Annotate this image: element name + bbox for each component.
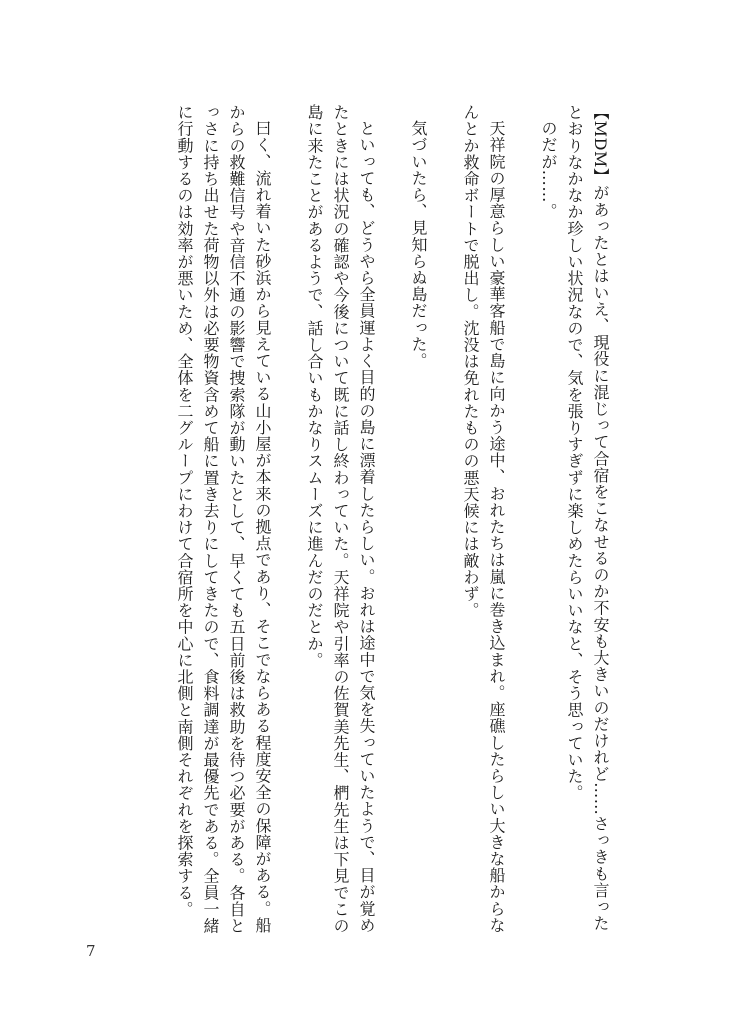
paragraph-2: のだが……。: [539, 120, 558, 220]
vertical-text-body: [93, 104, 613, 944]
paragraph-4: 気づいたら、見知らぬ島だった。: [409, 120, 428, 369]
paragraph-spacer: [275, 104, 301, 944]
paragraph-spacer: [431, 104, 457, 944]
paragraph-spacer: [509, 104, 535, 944]
paragraph-6: 曰く、流れ着いた砂浜から見えている山小屋が本来の拠点であり、そこでならある程度安全の保障がある。船からの救難信号や音信不通の影響で捜索隊が動いたとして、早くても五日前後は救助を待つ必要がある。各自とっさに持ち出せた荷物以外は必要物資含めて船に置き去りにしてきたので、食料調達が最優先である。全員一緒に行動するのは効率が悪いため、全体を二グループにわけて合宿所を中心に北側と南側それぞれを探索する。: [175, 104, 272, 934]
paragraph-3: 天祥院の厚意らしい豪華客船で島に向かう途中、おれたちは嵐に巻き込まれ。座礁したらしい大きな船からなんとか救命ボートで脱出し。沈没は免れたものの悪天候には敵わず。: [461, 104, 506, 934]
paragraph-5: といっても、どうやら全員運よく目的の島に漂着したらしい。おれは途中で気を失っていたようで、目が覚めたときには状況の確認や今後について既に話し終わっていた。天祥院や引率の佐賀美先生、椚先生は下見でこの島に来たことがあるようで、話し合いもかなりスムーズに進んだのだとか。: [305, 104, 376, 934]
paragraph-spacer: [379, 104, 405, 944]
paragraph-1: 【MDM】があったとはいえ、現役に混じって合宿をこなせるのか不安も大きいのだけれど……さっきも言ったとおりなかなか珍しい状況なので、気を張りすぎずに楽しめたらいいなと、そう思っていた。: [565, 104, 610, 932]
page-number: 7: [86, 942, 96, 960]
